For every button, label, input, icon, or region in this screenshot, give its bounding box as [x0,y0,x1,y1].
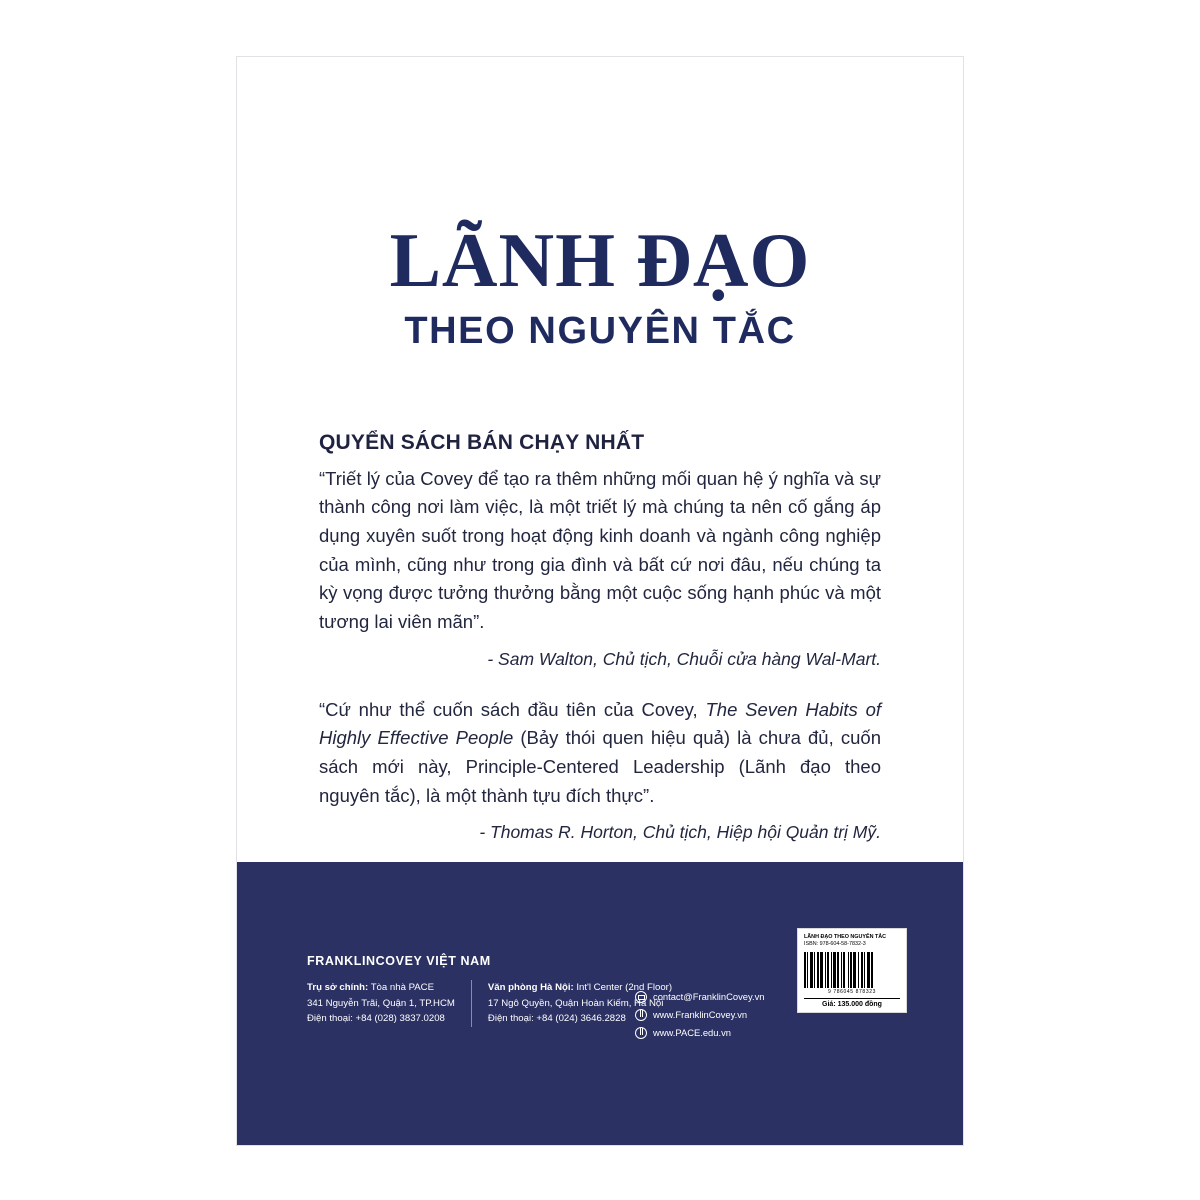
book-back-cover [236,56,964,1146]
title-block [237,217,963,353]
globe-icon [635,1009,647,1021]
office-hcm-label: Trụ sở chính: [307,982,369,993]
contact-website-franklincovey: www.FranklinCovey.vn [653,1008,748,1020]
office-hanoi-street: 17 Ngô Quyền, Quận Hoàn Kiếm, Hà Nội [487,997,664,1009]
office-hcm-street: 341 Nguyễn Trãi, Quận 1, TP.HCM [307,997,455,1009]
publisher-footer [237,862,963,1145]
office-addresses [307,980,688,1027]
blurb-two-text [319,696,881,811]
office-hanoi-name-end: Floor) [644,982,673,993]
barcode-graphic [804,952,900,988]
office-hanoi-name: Int'l Center (2 [573,982,634,993]
contact-email: contact@FranklinCovey.vn [653,991,765,1002]
office-hcm [307,980,471,1027]
publisher-brand: FRANKLINCOVEY VIỆT NAM [307,954,491,968]
blurb-one-text: “Triết lý của Covey để tạo ra thêm những mối quan hệ ý nghĩa và sự thành công nơi làm việc, là một triết lý mà chúng ta nên cố gắng áp dụng xuyên suốt trong hoạt động kinh doanh và ngành công nghiệp của mình, cũng như trong gia đình và bất cứ nơi đâu, nếu chúng ta kỳ vọng được tưởng thưởng bằng một cuộc sống hạnh phúc và một tương lai viên mãn”. [319,467,881,632]
contact-website-pace: www.PACE.edu.vn [653,1026,731,1038]
book-title-main: LÃNH ĐẠO [389,217,811,303]
office-hcm-name: Tòa nhà PACE [368,982,434,993]
blurb-section [319,431,881,844]
office-hanoi-phone: Điện thoại: +84 (024) 3646.2828 [487,1013,626,1025]
blurb-two-text-part1: “Cứ như thể cuốn sách đầu tiên của Covey, [319,698,706,720]
book-title-sub: THEO NGUYÊN TẮC [404,309,796,352]
blurb-two-text-part2: (Bảy thói quen hiệu quả) là chưa đủ, cuốn sách mới này, Principle-Centered Leadership (Lãnh đạo theo nguyên tắc), là một thành tựu đích thực”. [319,727,881,806]
office-hanoi-sup: nd [633,982,645,993]
barcode-digits: 9 786045 878323 [828,988,876,995]
globe-icon [635,1027,647,1039]
blurb-heading: QUYỂN SÁCH BÁN CHẠY NHẤT [319,430,645,454]
blurb-two-book-title: The Seven Habits of Highly Effective People [319,698,882,749]
contact-email-row[interactable] [635,988,764,1006]
office-hcm-phone: Điện thoại: +84 (028) 3837.0208 [307,1013,445,1025]
isbn-barcode-box [797,928,907,1013]
contact-website-pace-row[interactable] [635,1024,764,1042]
contact-website-row[interactable] [635,1006,764,1024]
blurb-one-attribution: - Sam Walton, Chủ tịch, Chuỗi cửa hàng Wal-Mart. [487,648,881,669]
contact-list [635,988,764,1042]
isbn-number: ISBN: 978-604-58-7832-3 [804,941,866,948]
blurb-two [319,696,881,844]
mail-icon [635,991,647,1003]
price-label: Giá: 135.000 đồng [804,998,900,1008]
isbn-book-title: LÃNH ĐẠO THEO NGUYÊN TẮC [804,934,887,940]
office-hanoi-label: Văn phòng Hà Nội: [487,982,574,993]
blurb-two-attribution: - Thomas R. Horton, Chủ tịch, Hiệp hội Quản trị Mỹ. [479,822,881,843]
